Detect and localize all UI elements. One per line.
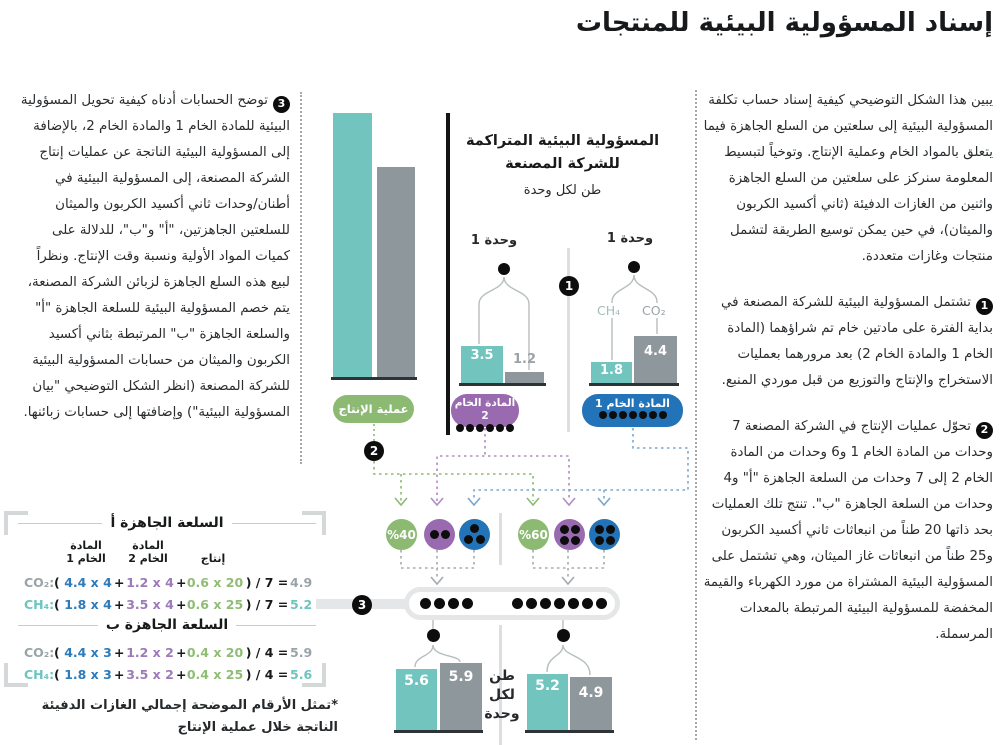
unit-dot bbox=[486, 424, 494, 432]
term-production: 0.6 x 20 bbox=[186, 575, 244, 590]
page-title: إسناد المسؤولية البيئية للمنتجات bbox=[575, 8, 993, 38]
result: 5.6 bbox=[290, 667, 313, 682]
unit-dot bbox=[434, 598, 445, 609]
header-line-right bbox=[18, 625, 98, 626]
term-rm2: 1.2 x 4 bbox=[126, 575, 174, 590]
rm1-allocation-dashes bbox=[468, 428, 688, 505]
formula-b-ch4 bbox=[24, 667, 316, 682]
good-b-rm2-circle bbox=[424, 519, 455, 550]
diagram-unit-caption: طن لكل وحدة bbox=[523, 183, 602, 198]
unit-dot bbox=[476, 535, 485, 544]
unit-dot bbox=[476, 424, 484, 432]
converge-dashes bbox=[401, 550, 604, 584]
rm1-pill-dots bbox=[582, 411, 683, 419]
good-b-output-dots bbox=[420, 598, 473, 609]
unit-dot bbox=[595, 525, 604, 534]
gas-label-ch4: CH₄: bbox=[24, 667, 55, 682]
gas-label-co2: CO₂: bbox=[24, 575, 55, 590]
formula-a-ch4 bbox=[24, 597, 316, 612]
ton-per-unit-label bbox=[481, 667, 523, 724]
col-header-production-text: إنتاج bbox=[200, 552, 226, 565]
diagram-header bbox=[450, 130, 675, 198]
ch4-axis-label: CH₄ bbox=[597, 303, 621, 318]
good-a-unit-dot bbox=[557, 629, 570, 642]
rm2-one-unit-label: 1 وحدة bbox=[470, 233, 518, 248]
unit-dot bbox=[420, 598, 431, 609]
plus-op: + bbox=[176, 575, 187, 590]
good-b-rm1-circle bbox=[459, 519, 490, 550]
col-header-rm2-line2: الخام 2 bbox=[128, 552, 168, 565]
unit-dot bbox=[540, 598, 551, 609]
term-rm1: 4.4 x 4 bbox=[64, 575, 112, 590]
good-a-output-dots bbox=[512, 598, 607, 609]
divisor: ) / 7 = bbox=[245, 597, 289, 612]
unit-dot bbox=[606, 525, 615, 534]
rm2-baseline bbox=[459, 383, 546, 386]
rm1-baseline bbox=[589, 383, 679, 386]
good-b-unit-dot bbox=[427, 629, 440, 642]
good-a-baseline bbox=[525, 730, 614, 733]
rm1-pill bbox=[582, 394, 683, 427]
step2-badge: 2 bbox=[976, 422, 993, 439]
rm2-pill-label: المادة الخام 2 bbox=[454, 397, 516, 422]
diagram-step1-badge: 1 bbox=[559, 276, 579, 296]
unit-dot bbox=[599, 411, 607, 419]
production-ch4-bar bbox=[333, 113, 372, 377]
open-paren: ( bbox=[54, 645, 60, 660]
intro-text: يبين هذا الشكل التوضيحي كيفية إسناد حساب تكلفة المسؤولية البيئية إلى سلعتين من السلع الجاهزة فيما يتعلق بالمواد الخام وعملية الإنتاج. وتوخياً لتبسيط المعلومة سنركز على سلعتين من السلع الجاهزة واثنين من الغازات الدفيئة (ثاني أكسيد الكربون والميثان)، في حين يمكن توسيع الطريقة لتشمل منتجات وغازات متعددة. bbox=[703, 93, 993, 264]
header-line-right bbox=[18, 523, 102, 524]
rm2-pill-dots bbox=[451, 424, 519, 432]
open-paren: ( bbox=[54, 667, 60, 682]
ton-line3: وحدة bbox=[484, 706, 520, 722]
good-a-title: السلعة الجاهزة أ bbox=[110, 515, 224, 531]
unit-dot bbox=[568, 598, 579, 609]
term-rm1: 1.8 x 3 bbox=[64, 667, 112, 682]
good-a-rm2-circle bbox=[554, 519, 585, 550]
unit-dot bbox=[571, 525, 580, 534]
unit-dot bbox=[512, 598, 523, 609]
unit-dot bbox=[609, 411, 617, 419]
rm2-unit-dot bbox=[498, 263, 510, 275]
term-rm2: 1.2 x 2 bbox=[126, 645, 174, 660]
unit-dot bbox=[496, 424, 504, 432]
result: 5.9 bbox=[290, 645, 313, 660]
step1-badge: 1 bbox=[976, 298, 993, 315]
good-a-rm1-dots bbox=[594, 525, 616, 545]
unit-dot bbox=[560, 525, 569, 534]
unit-dot bbox=[639, 411, 647, 419]
col-header-rm1-line2: الخام 1 bbox=[66, 552, 106, 565]
unit-dot bbox=[629, 411, 637, 419]
allocation-divider bbox=[499, 513, 502, 565]
good-b-section-header bbox=[18, 617, 316, 633]
diagram-header-line1: المسؤولية البيئية المتراكمة bbox=[465, 133, 660, 149]
unit-dot bbox=[456, 424, 464, 432]
unit-dot bbox=[606, 536, 615, 545]
calculation-box bbox=[4, 511, 326, 687]
plus-op: + bbox=[176, 645, 187, 660]
diagram-header-line2: للشركة المصنعة bbox=[505, 156, 620, 172]
unit-dot bbox=[582, 598, 593, 609]
gas-label-ch4: CH₄: bbox=[24, 597, 55, 612]
formula-b-co2 bbox=[24, 645, 316, 660]
rm1-ch4-bar: 1.8 bbox=[591, 362, 632, 383]
unit-dot bbox=[554, 598, 565, 609]
production-co2-bar bbox=[377, 167, 415, 377]
unit-dot bbox=[619, 411, 627, 419]
unit-dot bbox=[466, 424, 474, 432]
header-line-left bbox=[236, 625, 316, 626]
plus-op: + bbox=[176, 597, 187, 612]
col-header-rm1 bbox=[58, 539, 114, 565]
term-rm1: 1.8 x 4 bbox=[64, 597, 112, 612]
ton-line1: طن bbox=[489, 668, 515, 684]
unit-dot bbox=[596, 598, 607, 609]
ton-line2: لكل bbox=[489, 687, 515, 703]
unit-dot bbox=[448, 598, 459, 609]
good-b-percent-circle: %40 bbox=[386, 519, 417, 550]
production-baseline bbox=[331, 377, 417, 380]
diagram-step3-badge: 3 bbox=[352, 595, 372, 615]
term-rm2: 3.5 x 2 bbox=[126, 667, 174, 682]
rm2-ch4-bar: 3.5 bbox=[461, 346, 503, 383]
rm1-co2-bar: 4.4 bbox=[634, 336, 677, 383]
diagram-step2-badge: 2 bbox=[364, 441, 384, 461]
step3-badge: 3 bbox=[273, 96, 290, 113]
rm2-co2-bar bbox=[505, 372, 544, 383]
good-b-ch4-bar: 5.6 bbox=[396, 669, 437, 730]
production-process-pill: عملية الإنتاج bbox=[333, 395, 414, 423]
good-a-percent-circle: %60 bbox=[518, 519, 549, 550]
open-paren: ( bbox=[54, 575, 60, 590]
col-header-rm2-line1: المادة bbox=[132, 539, 164, 552]
divisor: ) / 4 = bbox=[245, 667, 289, 682]
good-b-rm2-dots bbox=[430, 530, 450, 539]
finished-goods-capsule bbox=[404, 587, 620, 620]
unit-dot bbox=[464, 535, 473, 544]
rm2-allocation-dashes bbox=[431, 428, 575, 505]
plus-op: + bbox=[176, 667, 187, 682]
unit-dot bbox=[560, 536, 569, 545]
rm1-one-unit-label: 1 وحدة bbox=[606, 231, 654, 246]
header-line-left bbox=[232, 523, 316, 524]
result: 4.9 bbox=[290, 575, 313, 590]
term-production: 0.4 x 20 bbox=[186, 645, 244, 660]
term-rm2: 3.5 x 4 bbox=[126, 597, 174, 612]
open-paren: ( bbox=[54, 597, 60, 612]
divisor: ) / 7 = bbox=[245, 575, 289, 590]
rm1-pill-label: المادة الخام 1 bbox=[595, 397, 670, 410]
unit-dot bbox=[430, 530, 439, 539]
good-a-rm2-dots bbox=[559, 525, 581, 545]
co2-axis-label: CO₂ bbox=[642, 303, 666, 318]
term-production: 0.4 x 25 bbox=[186, 667, 244, 682]
col-header-rm1-line1: المادة bbox=[70, 539, 102, 552]
unit-dot bbox=[526, 598, 537, 609]
unit-dot bbox=[595, 536, 604, 545]
good-a-co2-bar: 4.9 bbox=[570, 677, 612, 730]
divisor: ) / 4 = bbox=[245, 645, 289, 660]
unit-dot bbox=[462, 598, 473, 609]
good-b-rm1-dots bbox=[459, 519, 490, 550]
rm2-pill bbox=[451, 394, 519, 427]
term-production: 0.6 x 25 bbox=[186, 597, 244, 612]
term-rm1: 4.4 x 3 bbox=[64, 645, 112, 660]
good-a-section-header bbox=[18, 515, 316, 531]
rm1-unit-dot bbox=[628, 261, 640, 273]
gas-label-co2: CO₂: bbox=[24, 645, 55, 660]
unit-dot bbox=[506, 424, 514, 432]
good-b-title: السلعة الجاهزة ب bbox=[105, 617, 229, 633]
unit-dot bbox=[470, 524, 479, 533]
plus-op: + bbox=[114, 575, 125, 590]
plus-op: + bbox=[114, 667, 125, 682]
rm2-co2-value: 1.2 bbox=[512, 352, 537, 367]
good-a-rm1-circle bbox=[589, 519, 620, 550]
process-allocation-dashes bbox=[374, 424, 539, 505]
unit-dot bbox=[659, 411, 667, 419]
unit-dot bbox=[649, 411, 657, 419]
good-b-co2-bar: 5.9 bbox=[440, 663, 482, 730]
plus-op: + bbox=[114, 597, 125, 612]
unit-dot bbox=[441, 530, 450, 539]
good-b-baseline bbox=[394, 730, 483, 733]
step2-text: تحوّل عمليات الإنتاج في الشركة المصنعة 7 وحدات من المادة الخام 1 و6 وحدات من المادة الخام 2 إلى 7 وحدات من السلعة الجاهزة "أ" و4 وحدات من السلعة الجاهزة "ب". تنتج تلك العمليات بحد ذاتها 20 طناً من انبعاثات ثاني أكسيد الكربون و25 طناً من انبعاثات غاز الميثان، وهي تشتمل على المسؤولية البيئية المشتراة من مورد الكهرباء والقيمة المخفضة للمسؤولية البيئية المرتبطة بالمعدات المرسملة. bbox=[703, 419, 993, 642]
step1-text: تشتمل المسؤولية البيئية للشركة المصنعة في بداية الفترة على مادتين خام تم شراؤهما (المادة الخام 1 والمادة الخام 2) بعد مرورهما بعمليات الاستخراج والإنتاج والتوزيع من قبل موردي المنبع. bbox=[721, 295, 993, 388]
step3-text: توضح الحسابات أدناه كيفية تحويل المسؤولية البيئية للمادة الخام 1 والمادة الخام 2، بالإضافة إلى المسؤولية البيئية الناتجة عن عمليات إنتاج الشركة المصنعة، إلى المسؤولية البيئية في أطنان/وحدات ثاني أكسيد الكربون والميثان للسلعتين الجاهزتين، "أ" و"ب"، للدلالة على كميات المواد الأولية ونسبة وقت الإنتاج. ونظراً لبيع هذه السلع الجاهزة لزبائن الشركة المصنعة، يتم خصم المسؤولية البيئية للسلعة الجاهزة "أ" والسلعة الجاهزة "ب" المرتبطة بثاني أكسيد الكربون والميثان من حسابات المسؤولية البيئية للشركة المصنعة (انظر الشكل التوضيحي "بيان المسؤولية البيئية") وإضافتها إلى حسابات زبائنها. bbox=[20, 93, 290, 420]
unit-dot bbox=[571, 536, 580, 545]
result: 5.2 bbox=[290, 597, 313, 612]
section-separator-line bbox=[446, 113, 450, 435]
good-a-ch4-bar: 5.2 bbox=[527, 674, 568, 730]
formula-a-co2 bbox=[24, 575, 316, 590]
col-header-production bbox=[191, 552, 235, 565]
footnote: *تمثل الأرقام الموضحة إجمالي الغازات الدفيئة الناتجة خلال عملية الإنتاج bbox=[41, 698, 338, 735]
col-header-rm2 bbox=[120, 539, 176, 565]
plus-op: + bbox=[114, 645, 125, 660]
